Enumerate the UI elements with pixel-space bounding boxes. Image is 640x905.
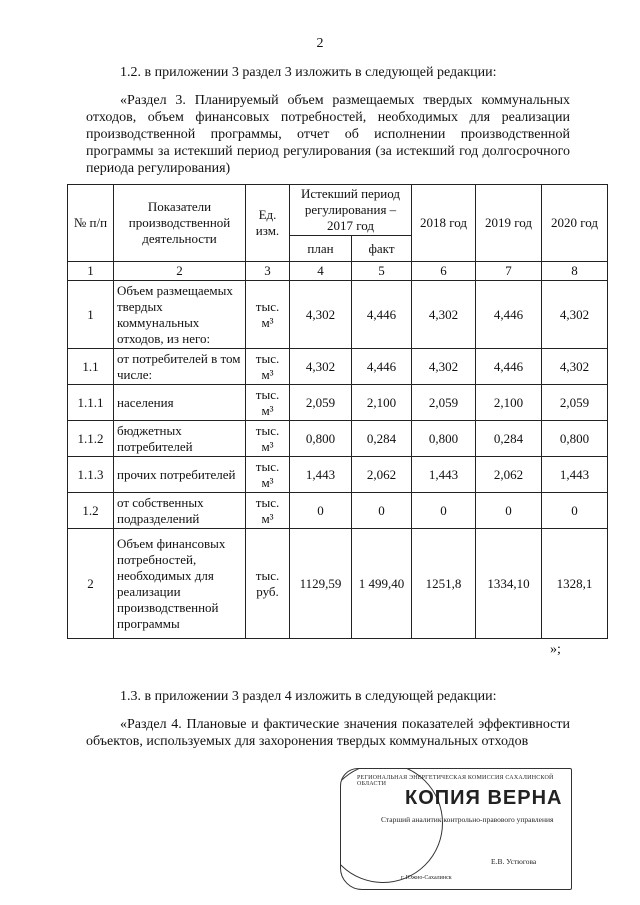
col-number: 5 [352, 262, 412, 281]
row-unit: тыс. м³ [246, 457, 290, 493]
closing-quote: »; [550, 642, 561, 657]
row-name: Объем финансовых потребностей, необходимых для реализации производственной программы [114, 529, 246, 639]
column-number-row [68, 262, 608, 281]
header-2020: 2020 год [542, 185, 608, 262]
header-plan: план [290, 236, 352, 262]
row-unit: тыс. м³ [246, 493, 290, 529]
row-fact: 2,100 [352, 385, 412, 421]
row-unit: тыс. руб. [246, 529, 290, 639]
row-2018: 0,800 [412, 421, 476, 457]
row-2020: 0 [542, 493, 608, 529]
row-num: 2 [68, 529, 114, 639]
row-2019: 0 [476, 493, 542, 529]
row-2018: 1,443 [412, 457, 476, 493]
certification-stamp [340, 768, 572, 890]
table-row [68, 385, 608, 421]
row-2018: 4,302 [412, 349, 476, 385]
header-row [68, 185, 608, 236]
row-unit: тыс. м³ [246, 385, 290, 421]
table-row [68, 457, 608, 493]
row-fact: 0 [352, 493, 412, 529]
row-plan: 2,059 [290, 385, 352, 421]
row-2020: 0,800 [542, 421, 608, 457]
row-name: от собственных подразделений [114, 493, 246, 529]
section-3-heading: «Раздел 3. Планируемый объем размещаемых твердых коммунальных отходов, объем финансовых потребностей, необходимых для реализации производственной программы, отчет об исполнении производственной программы за истекший период регулирования (за истекший год долгосрочного периода регулирования) [86, 93, 570, 176]
stamp-position: Старший аналитик контрольно-правового управления [381, 815, 554, 824]
row-num: 1.1 [68, 349, 114, 385]
row-plan: 1129,59 [290, 529, 352, 639]
header-past-period: Истекший период регулирования – 2017 год [290, 185, 412, 236]
row-2018: 1251,8 [412, 529, 476, 639]
col-number: 1 [68, 262, 114, 281]
row-num: 1.1.3 [68, 457, 114, 493]
table-row [68, 281, 608, 349]
row-name: населения [114, 385, 246, 421]
row-2019: 4,446 [476, 349, 542, 385]
row-num: 1 [68, 281, 114, 349]
row-fact: 0,284 [352, 421, 412, 457]
row-2019: 2,100 [476, 385, 542, 421]
col-number: 4 [290, 262, 352, 281]
row-2018: 0 [412, 493, 476, 529]
header-2018: 2018 год [412, 185, 476, 262]
stamp-org: РЕГИОНАЛЬНАЯ ЭНЕРГЕТИЧЕСКАЯ КОМИССИЯ САХАЛИНСКОЙ ОБЛАСТИ [357, 775, 554, 787]
header-indicator: Показатели производственной деятельности [114, 185, 246, 262]
row-name: прочих потребителей [114, 457, 246, 493]
row-num: 1.1.1 [68, 385, 114, 421]
section-4-heading: «Раздел 4. Плановые и фактические значения показателей эффективности объектов, используемых для захоронения твердых коммунальных отходов [86, 717, 570, 749]
row-2018: 4,302 [412, 281, 476, 349]
stamp-title: КОПИЯ ВЕРНА [405, 787, 563, 809]
page-number: 2 [316, 36, 324, 51]
row-2020: 4,302 [542, 349, 608, 385]
row-2020: 2,059 [542, 385, 608, 421]
row-name: Объем размещаемых твердых коммунальных отходов, из него: [114, 281, 246, 349]
table-row [68, 349, 608, 385]
paragraph-1-2: 1.2. в приложении 3 раздел 3 изложить в следующей редакции: [120, 65, 497, 80]
row-unit: тыс. м³ [246, 421, 290, 457]
row-plan: 4,302 [290, 349, 352, 385]
row-plan: 0,800 [290, 421, 352, 457]
row-fact: 1 499,40 [352, 529, 412, 639]
row-2019: 0,284 [476, 421, 542, 457]
row-2019: 2,062 [476, 457, 542, 493]
row-2020: 4,302 [542, 281, 608, 349]
col-number: 3 [246, 262, 290, 281]
header-fact: факт [352, 236, 412, 262]
row-plan: 4,302 [290, 281, 352, 349]
header-2019: 2019 год [476, 185, 542, 262]
row-fact: 4,446 [352, 349, 412, 385]
col-number: 2 [114, 262, 246, 281]
stamp-city: г. Южно-Сахалинск [401, 875, 452, 881]
col-number: 6 [412, 262, 476, 281]
row-2019: 4,446 [476, 281, 542, 349]
row-fact: 2,062 [352, 457, 412, 493]
col-number: 7 [476, 262, 542, 281]
table-row [68, 493, 608, 529]
table-row [68, 421, 608, 457]
row-name: бюджетных потребителей [114, 421, 246, 457]
row-2020: 1,443 [542, 457, 608, 493]
row-unit: тыс. м³ [246, 349, 290, 385]
header-unit: Ед. изм. [246, 185, 290, 262]
production-program-table [67, 184, 608, 639]
row-num: 1.2 [68, 493, 114, 529]
row-num: 1.1.2 [68, 421, 114, 457]
row-fact: 4,446 [352, 281, 412, 349]
stamp-signer: Е.В. Устюгова [491, 857, 537, 866]
row-unit: тыс. м³ [246, 281, 290, 349]
paragraph-1-3: 1.3. в приложении 3 раздел 4 изложить в следующей редакции: [120, 689, 497, 704]
row-2019: 1334,10 [476, 529, 542, 639]
row-name: от потребителей в том числе: [114, 349, 246, 385]
row-2020: 1328,1 [542, 529, 608, 639]
row-2018: 2,059 [412, 385, 476, 421]
row-plan: 0 [290, 493, 352, 529]
table-row [68, 529, 608, 639]
row-plan: 1,443 [290, 457, 352, 493]
col-number: 8 [542, 262, 608, 281]
header-num: № п/п [68, 185, 114, 262]
